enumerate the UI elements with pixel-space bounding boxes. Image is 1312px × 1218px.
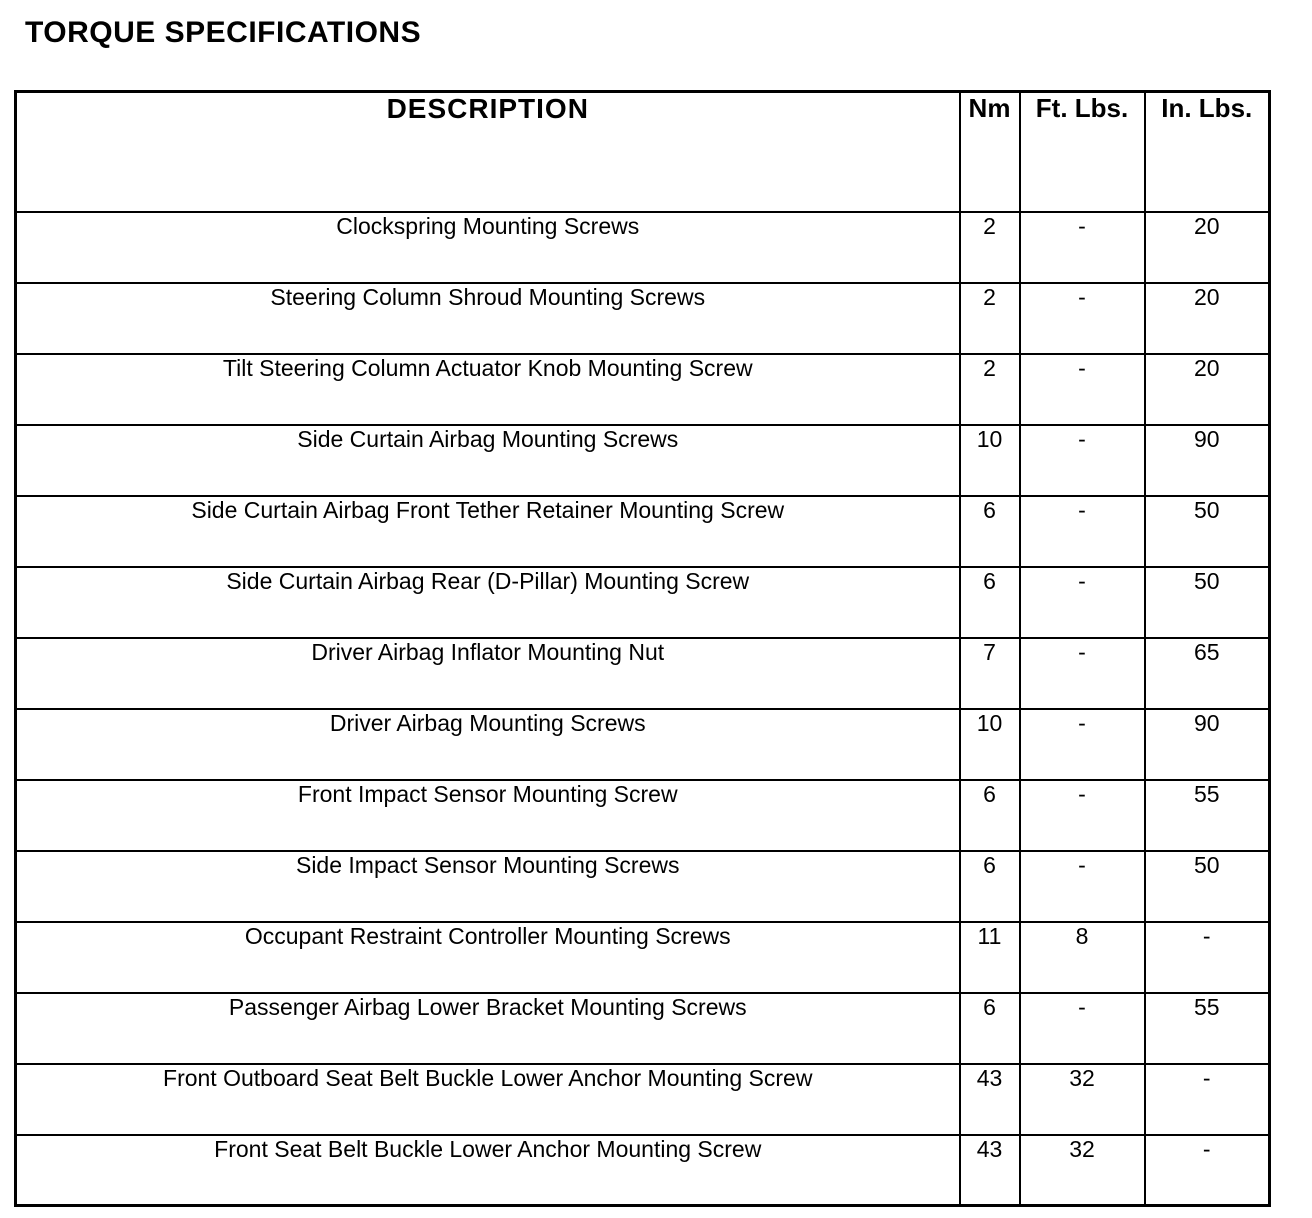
table-row [16, 212, 1270, 283]
table-row [16, 709, 1270, 780]
ft-lbs-cell: 8 [1020, 922, 1145, 993]
ft-lbs-cell: - [1020, 283, 1145, 354]
nm-cell: 6 [960, 993, 1020, 1064]
in-lbs-cell: - [1145, 922, 1270, 993]
description-cell: Clockspring Mounting Screws [16, 212, 960, 283]
in-lbs-cell: 50 [1145, 567, 1270, 638]
nm-cell: 2 [960, 283, 1020, 354]
ft-lbs-cell: - [1020, 212, 1145, 283]
description-cell: Steering Column Shroud Mounting Screws [16, 283, 960, 354]
table-row [16, 496, 1270, 567]
description-cell: Side Curtain Airbag Rear (D-Pillar) Mounting Screw [16, 567, 960, 638]
nm-cell: 2 [960, 212, 1020, 283]
table-row [16, 354, 1270, 425]
header-ft-lbs: Ft. Lbs. [1020, 92, 1145, 212]
nm-cell: 43 [960, 1135, 1020, 1206]
description-cell: Front Seat Belt Buckle Lower Anchor Mounting Screw [16, 1135, 960, 1206]
description-cell: Driver Airbag Mounting Screws [16, 709, 960, 780]
ft-lbs-cell: 32 [1020, 1135, 1145, 1206]
nm-cell: 6 [960, 780, 1020, 851]
table-header-row [16, 92, 1270, 212]
table-row [16, 425, 1270, 496]
nm-cell: 2 [960, 354, 1020, 425]
table-row [16, 1064, 1270, 1135]
description-cell: Side Curtain Airbag Mounting Screws [16, 425, 960, 496]
table-row [16, 922, 1270, 993]
nm-cell: 10 [960, 709, 1020, 780]
ft-lbs-cell: - [1020, 354, 1145, 425]
header-description: DESCRIPTION [16, 92, 960, 212]
in-lbs-cell: 90 [1145, 709, 1270, 780]
in-lbs-cell: 20 [1145, 354, 1270, 425]
description-cell: Passenger Airbag Lower Bracket Mounting Screws [16, 993, 960, 1064]
description-cell: Front Outboard Seat Belt Buckle Lower Anchor Mounting Screw [16, 1064, 960, 1135]
header-in-lbs: In. Lbs. [1145, 92, 1270, 212]
in-lbs-cell: 90 [1145, 425, 1270, 496]
table-row [16, 638, 1270, 709]
ft-lbs-cell: - [1020, 567, 1145, 638]
torque-specifications-table [14, 90, 1271, 1207]
in-lbs-cell: 20 [1145, 212, 1270, 283]
nm-cell: 7 [960, 638, 1020, 709]
page-title: TORQUE SPECIFICATIONS [25, 16, 422, 49]
ft-lbs-cell: 32 [1020, 1064, 1145, 1135]
nm-cell: 10 [960, 425, 1020, 496]
ft-lbs-cell: - [1020, 851, 1145, 922]
description-cell: Side Curtain Airbag Front Tether Retainer Mounting Screw [16, 496, 960, 567]
table-row [16, 283, 1270, 354]
table-row [16, 1135, 1270, 1206]
in-lbs-cell: 50 [1145, 496, 1270, 567]
ft-lbs-cell: - [1020, 780, 1145, 851]
in-lbs-cell: 55 [1145, 993, 1270, 1064]
nm-cell: 11 [960, 922, 1020, 993]
ft-lbs-cell: - [1020, 709, 1145, 780]
table-row [16, 993, 1270, 1064]
table-row [16, 567, 1270, 638]
nm-cell: 43 [960, 1064, 1020, 1135]
in-lbs-cell: - [1145, 1135, 1270, 1206]
description-cell: Occupant Restraint Controller Mounting Screws [16, 922, 960, 993]
nm-cell: 6 [960, 496, 1020, 567]
ft-lbs-cell: - [1020, 638, 1145, 709]
ft-lbs-cell: - [1020, 496, 1145, 567]
description-cell: Side Impact Sensor Mounting Screws [16, 851, 960, 922]
description-cell: Driver Airbag Inflator Mounting Nut [16, 638, 960, 709]
header-nm: Nm [960, 92, 1020, 212]
description-cell: Front Impact Sensor Mounting Screw [16, 780, 960, 851]
description-cell: Tilt Steering Column Actuator Knob Mounting Screw [16, 354, 960, 425]
ft-lbs-cell: - [1020, 993, 1145, 1064]
in-lbs-cell: 50 [1145, 851, 1270, 922]
in-lbs-cell: 20 [1145, 283, 1270, 354]
nm-cell: 6 [960, 567, 1020, 638]
ft-lbs-cell: - [1020, 425, 1145, 496]
nm-cell: 6 [960, 851, 1020, 922]
table-row [16, 780, 1270, 851]
in-lbs-cell: 65 [1145, 638, 1270, 709]
in-lbs-cell: - [1145, 1064, 1270, 1135]
table-row [16, 851, 1270, 922]
in-lbs-cell: 55 [1145, 780, 1270, 851]
